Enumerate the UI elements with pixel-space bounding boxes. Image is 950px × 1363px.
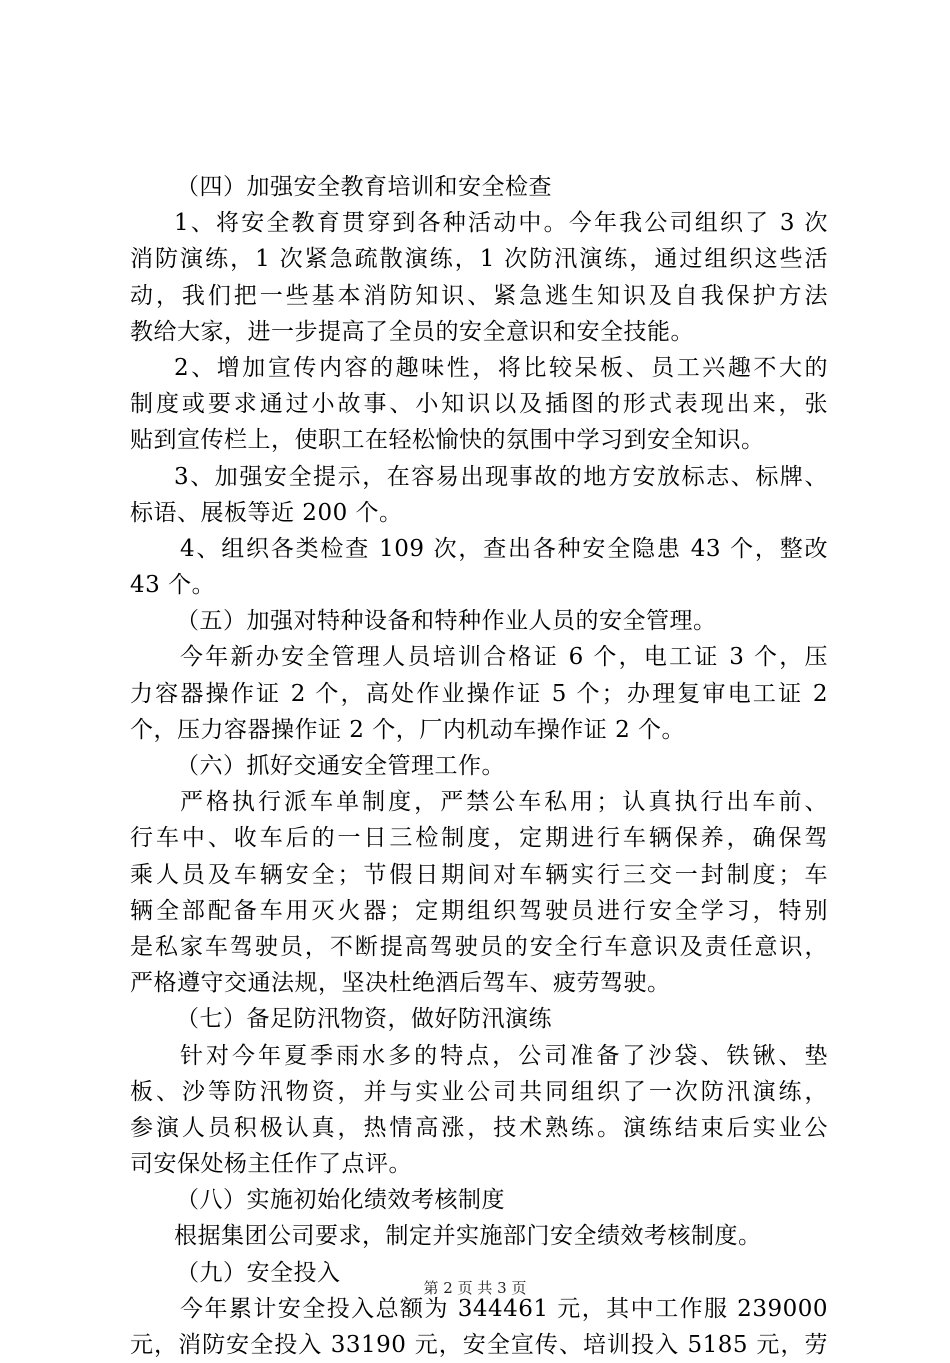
- text-line: 今年累计安全投入总额为 344461 元，其中工作服 239000: [180, 1295, 828, 1322]
- text-line: 4、组织各类检查 109 次，查出各种安全隐患 43 个，整改: [180, 535, 828, 562]
- text-line: 1、将安全教育贯穿到各种活动中。今年我公司组织了 3 次: [174, 210, 828, 237]
- text-line: （七）备足防汛物资，做好防汛演练: [176, 1006, 552, 1033]
- text-line: 严格遵守交通法规，坚决杜绝酒后驾车、疲劳驾驶。: [130, 970, 671, 997]
- text-line: 教给大家，进一步提高了全员的安全意识和安全技能。: [130, 318, 694, 345]
- text-line: 司安保处杨主任作了点评。: [130, 1151, 412, 1178]
- text-line: （八）实施初始化绩效考核制度: [176, 1187, 505, 1214]
- text-line: 元，消防安全投入 33190 元，安全宣传、培训投入 5185 元，劳: [130, 1332, 828, 1358]
- text-line: 制度或要求通过小故事、小知识以及插图的形式表现出来，张: [130, 391, 828, 418]
- text-line: 针对今年夏季雨水多的特点，公司准备了沙袋、铁锹、垫: [180, 1042, 828, 1069]
- text-line: 43 个。: [130, 572, 216, 599]
- text-line: 根据集团公司要求，制定并实施部门安全绩效考核制度。: [174, 1223, 762, 1250]
- document-body: [130, 169, 828, 1363]
- text-line: 是私家车驾驶员，不断提高驾驶员的安全行车意识及责任意识，: [130, 933, 828, 960]
- text-line: 消防演练，1 次紧急疏散演练，1 次防汛演练，通过组织这些活: [130, 246, 828, 273]
- text-line: 力容器操作证 2 个，高处作业操作证 5 个；办理复审电工证 2: [130, 680, 828, 707]
- text-line: 乘人员及车辆安全；节假日期间对车辆实行三交一封制度；车: [130, 861, 828, 888]
- page-footer: 第 2 页 共 3 页: [423, 1279, 527, 1297]
- text-line: （五）加强对特种设备和特种作业人员的安全管理。: [176, 608, 717, 635]
- text-line: 标语、展板等近 200 个。: [130, 499, 403, 526]
- text-line: 个，压力容器操作证 2 个，厂内机动车操作证 2 个。: [130, 716, 686, 743]
- text-line: 严格执行派车单制度，严禁公车私用；认真执行出车前、: [180, 789, 828, 816]
- text-line: 贴到宣传栏上，使职工在轻松愉快的氛围中学习到安全知识。: [130, 427, 765, 454]
- text-line: （九）安全投入: [176, 1259, 341, 1286]
- text-line: 辆全部配备车用灭火器；定期组织驾驶员进行安全学习，特别: [130, 897, 828, 924]
- text-line: （四）加强安全教育培训和安全检查: [176, 174, 552, 200]
- text-line: 3、加强安全提示，在容易出现事故的地方安放标志、标牌、: [174, 463, 828, 490]
- text-line: 今年新办安全管理人员培训合格证 6 个，电工证 3 个，压: [180, 644, 828, 671]
- text-line: 动，我们把一些基本消防知识、紧急逃生知识及自我保护方法: [130, 282, 828, 309]
- text-line: 行车中、收车后的一日三检制度，定期进行车辆保养，确保驾: [130, 825, 828, 852]
- text-line: 2、增加宣传内容的趣味性，将比较呆板、员工兴趣不大的: [174, 354, 828, 381]
- text-line: 板、沙等防汛物资，并与实业公司共同组织了一次防汛演练，: [130, 1078, 828, 1105]
- text-line: 参演人员积极认真，热情高涨，技术熟练。演练结束后实业公: [130, 1114, 828, 1141]
- text-line: （六）抓好交通安全管理工作。: [176, 753, 505, 779]
